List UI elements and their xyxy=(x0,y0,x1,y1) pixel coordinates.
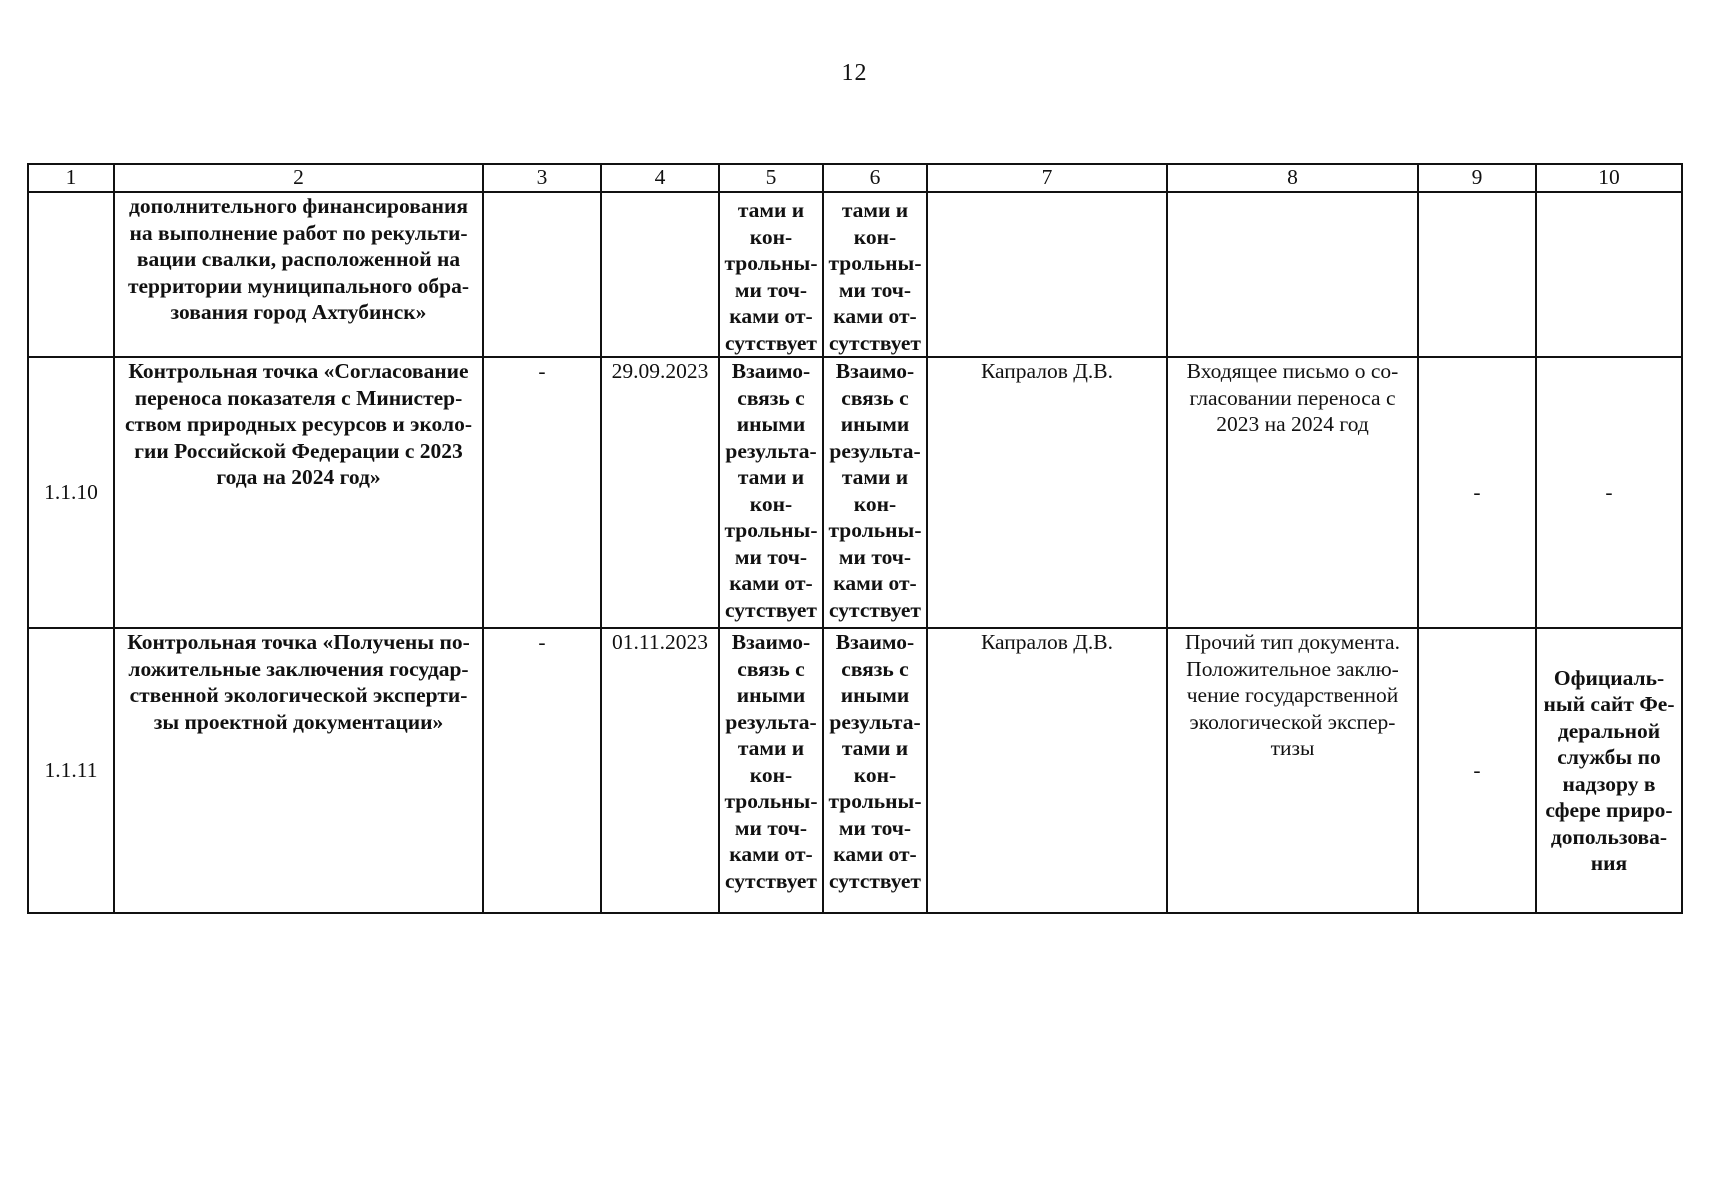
base-value: - xyxy=(483,628,601,913)
document-type: Прочий тип документа. Положительное заклю- чение государственной экологической экспер- тизы xyxy=(1167,628,1418,913)
header-col-6: 6 xyxy=(823,164,927,192)
header-col-5: 5 xyxy=(719,164,823,192)
col-9-value xyxy=(1418,192,1536,357)
successor-links: Взаимо- связь с иными результа- тами и кон- трольны- ми точ- ками от- сутствует xyxy=(823,628,927,913)
responsible-person xyxy=(927,192,1167,357)
col-9-value: - xyxy=(1418,628,1536,913)
header-col-1: 1 xyxy=(28,164,114,192)
successor-links: тами и кон- трольны- ми точ- ками от- сутствует xyxy=(823,192,927,357)
successor-links: Взаимо- связь с иными результа- тами и кон- трольны- ми точ- ками от- сутствует xyxy=(823,357,927,628)
table-row xyxy=(28,192,1682,357)
information-source xyxy=(1536,192,1682,357)
control-point-name: дополнительного финансирования на выполнение работ по рекульти- вации свалки, расположенной на территории муниципального обра- зования город Ахтубинск» xyxy=(114,192,483,357)
base-value: - xyxy=(483,357,601,628)
header-col-8: 8 xyxy=(1167,164,1418,192)
predecessor-links: Взаимо- связь с иными результа- тами и кон- трольны- ми точ- ками от- сутствует xyxy=(719,357,823,628)
deadline-date xyxy=(601,192,719,357)
responsible-person: Капралов Д.В. xyxy=(927,357,1167,628)
page-number: 12 xyxy=(841,60,868,86)
control-point-name: Контрольная точка «Получены по- ложительные заключения государ- ственной экологической эксперти- зы проектной документации» xyxy=(114,628,483,913)
row-number xyxy=(28,192,114,357)
header-col-4: 4 xyxy=(601,164,719,192)
header-col-3: 3 xyxy=(483,164,601,192)
document-type xyxy=(1167,192,1418,357)
row-number: 1.1.10 xyxy=(28,357,114,628)
responsible-person: Капралов Д.В. xyxy=(927,628,1167,913)
row-number: 1.1.11 xyxy=(28,628,114,913)
deadline-date: 29.09.2023 xyxy=(601,357,719,628)
table-row xyxy=(28,628,1682,913)
base-value xyxy=(483,192,601,357)
information-source: - xyxy=(1536,357,1682,628)
document-type: Входящее письмо о со- гласовании переноса с 2023 на 2024 год xyxy=(1167,357,1418,628)
header-col-7: 7 xyxy=(927,164,1167,192)
control-points-table xyxy=(27,163,1683,914)
col-9-value: - xyxy=(1418,357,1536,628)
information-source: Официаль- ный сайт Фе- деральной службы по надзору в сфере приро- допользова- ния xyxy=(1536,628,1682,913)
predecessor-links: Взаимо- связь с иными результа- тами и кон- трольны- ми точ- ками от- сутствует xyxy=(719,628,823,913)
header-col-2: 2 xyxy=(114,164,483,192)
deadline-date: 01.11.2023 xyxy=(601,628,719,913)
header-col-10: 10 xyxy=(1536,164,1682,192)
control-point-name: Контрольная точка «Согласование переноса показателя с Министер- ством природных ресурсов и эколо- гии Российской Федерации с 2023 года на 2024 год» xyxy=(114,357,483,628)
table-row xyxy=(28,357,1682,628)
predecessor-links: тами и кон- трольны- ми точ- ками от- сутствует xyxy=(719,192,823,357)
header-col-9: 9 xyxy=(1418,164,1536,192)
table-header-row xyxy=(28,164,1682,192)
